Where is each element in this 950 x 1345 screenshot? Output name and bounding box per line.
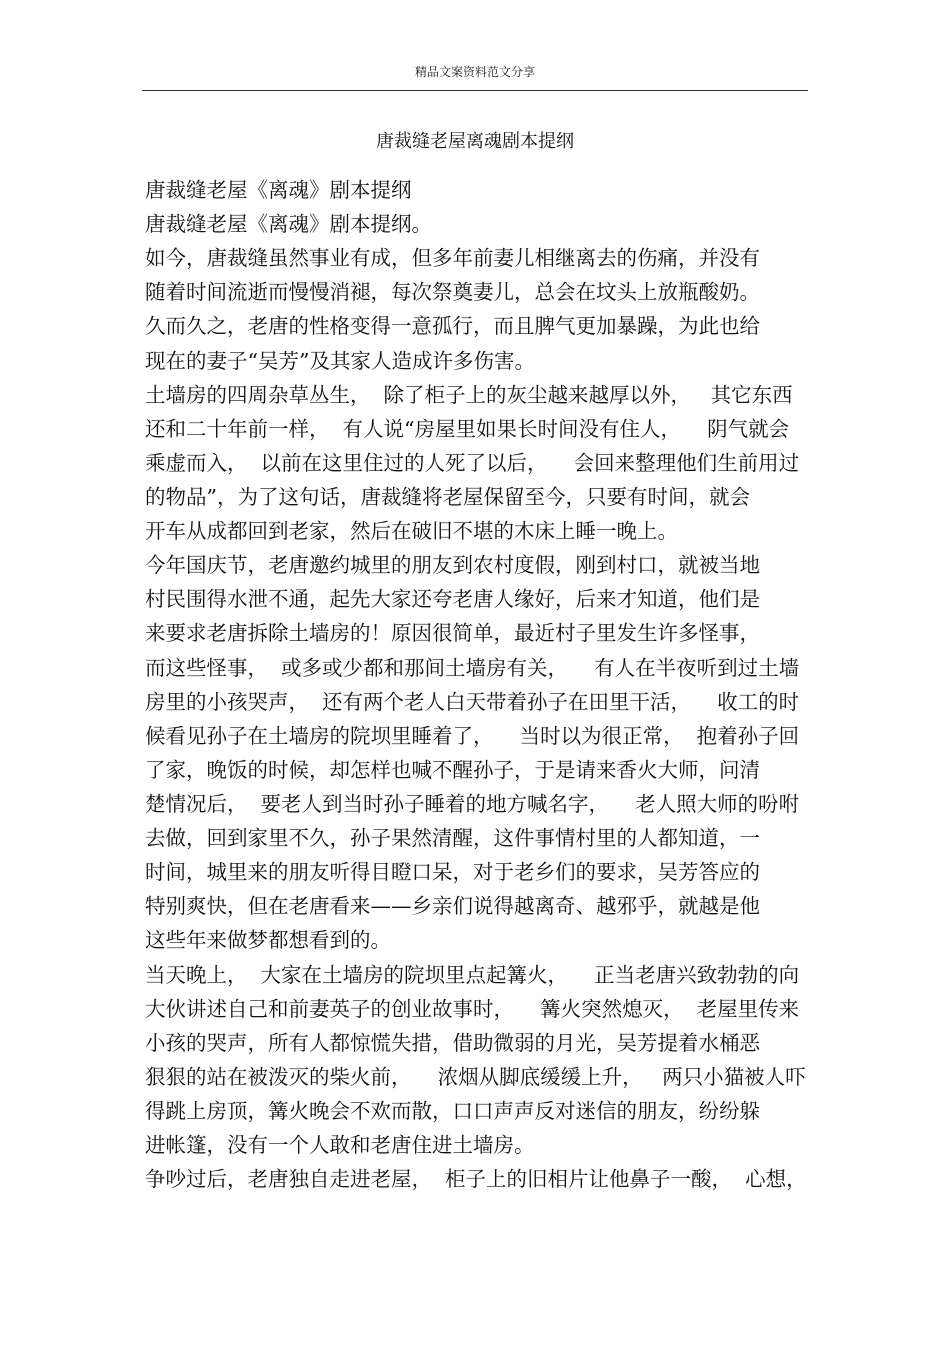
text-line: 房里的小孩哭声， 还有两个老人白天带着孙子在田里干活， 收工的时 <box>145 689 800 714</box>
text-line: 争吵过后，老唐独自走进老屋， 柜子上的旧相片让他鼻子一酸， 心想， <box>145 1167 807 1192</box>
text-line: 楚情况后， 要老人到当时孙子睡着的地方喊名字， 老人照大师的吩咐 <box>145 791 800 816</box>
text-line: 今年国庆节，老唐邀约城里的朋友到农村度假，刚到村口，就被当地 <box>145 553 760 578</box>
text-line: 时间，城里来的朋友听得目瞪口呆，对于老乡们的要求，吴芳答应的 <box>145 860 760 885</box>
text-line: 候看见孙子在土墙房的院坝里睡着了， 当时以为很正常， 抱着孙子回 <box>145 723 800 748</box>
text-line: 村民围得水泄不通，起先大家还夸老唐人缘好，后来才知道，他们是 <box>145 587 760 612</box>
text-line: 特别爽快，但在老唐看来——乡亲们说得越离奇、越邪乎，就越是他 <box>145 894 760 919</box>
text-line: 的物品”，为了这句话，唐裁缝将老屋保留至今，只要有时间，就会 <box>145 484 750 509</box>
text-line: 来要求老唐拆除土墙房的！原因很简单，最近村子里发生许多怪事， <box>145 621 760 646</box>
text-line: 唐裁缝老屋《离魂》剧本提纲。 <box>145 212 432 237</box>
text-line: 这些年来做梦都想看到的。 <box>145 928 391 953</box>
text-line: 随着时间流逝而慢慢消褪，每次祭奠妻儿，总会在坟头上放瓶酸奶。 <box>145 280 760 305</box>
text-line: 得跳上房顶，篝火晚会不欢而散，口口声声反对迷信的朋友，纷纷躲 <box>145 1098 760 1123</box>
text-line: 小孩的哭声，所有人都惊慌失措，借助微弱的月光，吴芳提着水桶恶 <box>145 1030 760 1055</box>
text-line: 土墙房的四周杂草丛生， 除了柜子上的灰尘越来越厚以外， 其它东西 <box>145 382 793 407</box>
text-line: 还和二十年前一样， 有人说“房屋里如果长时间没有住人， 阴气就会 <box>145 416 790 441</box>
text-line: 狠狠的站在被泼灭的柴火前， 浓烟从脚底缓缓上升， 两只小猫被人吓 <box>145 1064 806 1089</box>
text-line: 大伙讲述自己和前妻英子的创业故事时， 篝火突然熄灭， 老屋里传来 <box>145 996 800 1021</box>
text-line: 去做，回到家里不久，孙子果然清醒，这件事情村里的人都知道，一 <box>145 826 760 851</box>
text-line: 当天晚上， 大家在土墙房的院坝里点起篝火， 正当老唐兴致勃勃的向 <box>145 962 800 987</box>
header-rule <box>142 90 808 91</box>
text-line: 进帐篷，没有一个人敢和老唐住进土墙房。 <box>145 1133 535 1158</box>
text-line: 唐裁缝老屋《离魂》剧本提纲 <box>145 178 412 202</box>
text-line: 了家，晚饭的时候，却怎样也喊不醒孙子，于是请来香火大师，问清 <box>145 757 760 782</box>
text-line: 久而久之，老唐的性格变得一意孤行，而且脾气更加暴躁，为此也给 <box>145 314 760 339</box>
text-line: 而这些怪事， 或多或少都和那间土墙房有关， 有人在半夜听到过土墙 <box>145 655 800 680</box>
text-line: 开车从成都回到老家，然后在破旧不堪的木床上睡一晚上。 <box>145 519 678 544</box>
text-line: 乘虚而入， 以前在这里住过的人死了以后， 会回来整理他们生前用过 <box>145 450 800 475</box>
text-line: 现在的妻子“吴芳”及其家人造成许多伤害。 <box>145 348 535 373</box>
document-title: 唐裁缝老屋离魂剧本提纲 <box>376 131 574 152</box>
page-header: 精品文案资料范文分享 <box>414 65 535 79</box>
text-line: 如今，唐裁缝虽然事业有成，但多年前妻儿相继离去的伤痛，并没有 <box>145 246 760 271</box>
body-text <box>145 173 815 1196</box>
